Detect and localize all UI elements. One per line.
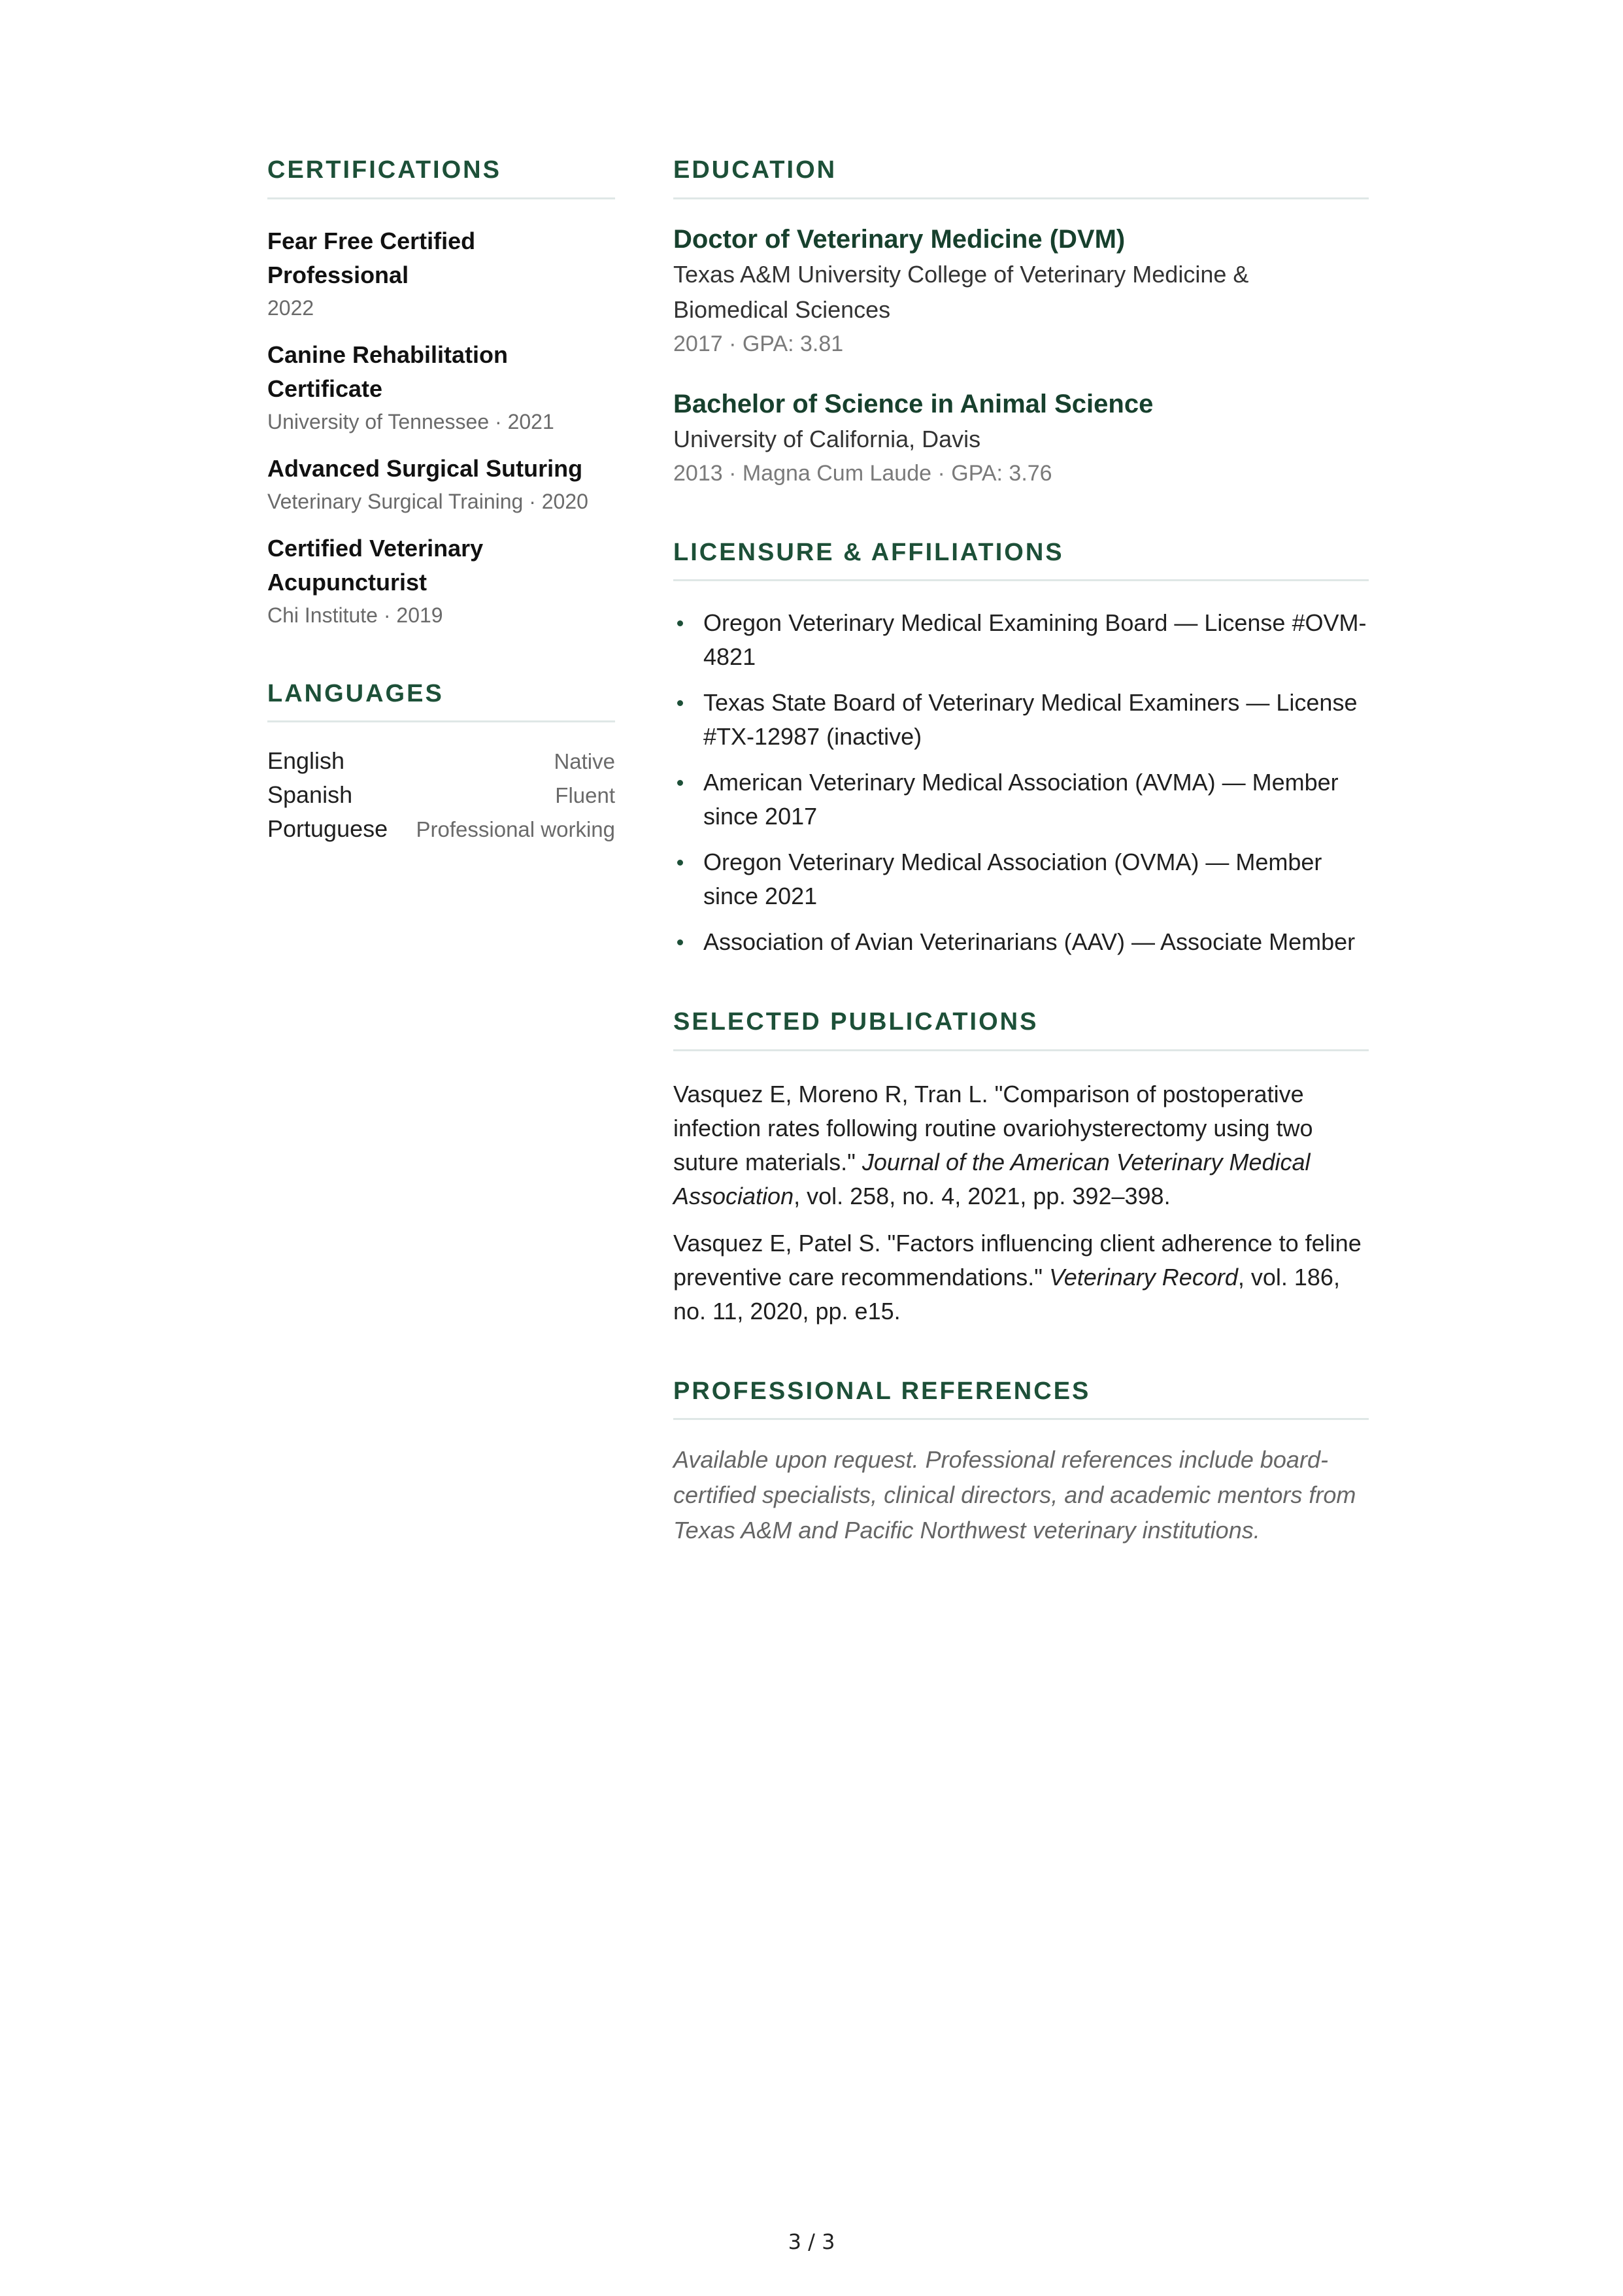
publication-journal: Journal of the American Veterinary Medical Association bbox=[673, 1148, 1311, 1209]
language-name: English bbox=[267, 747, 345, 775]
publications-list bbox=[673, 1077, 1369, 1328]
language-level: Fluent bbox=[555, 783, 615, 808]
language-row bbox=[267, 747, 615, 781]
certification-name: Certified Veterinary Acupuncturist bbox=[267, 534, 484, 596]
licensure-section bbox=[673, 538, 1369, 960]
certification-meta: Veterinary Surgical Training · 2020 bbox=[267, 489, 588, 513]
publication-journal: Veterinary Record bbox=[1049, 1263, 1238, 1291]
education-list bbox=[673, 222, 1369, 490]
publication-citation: Vasquez E, Patel S. "Factors influencing client adherence to feline preventive care recommendations." bbox=[673, 1229, 1362, 1291]
language-level: Professional working bbox=[416, 817, 615, 842]
references-text: Available upon request. Professional references include board-certified specialists, clinical directors, and academic mentors from Texas A&M and Pacific Northwest veterinary institutions. bbox=[673, 1446, 1356, 1544]
certifications-section bbox=[267, 156, 615, 631]
publication-citation: Vasquez E, Moreno R, Tran L. "Comparison of postoperative infection rates following routine ovariohysterectomy using two suture materials." bbox=[673, 1080, 1313, 1175]
publications-section bbox=[673, 1007, 1369, 1328]
publication-details: , vol. 258, no. 4, 2021, pp. 392–398. bbox=[794, 1182, 1171, 1209]
licensure-item bbox=[673, 925, 1369, 959]
language-name: Spanish bbox=[267, 781, 353, 809]
education-school: University of California, Davis bbox=[673, 425, 981, 452]
publication-item bbox=[673, 1226, 1369, 1328]
licensure-text: Association of Avian Veterinarians (AAV) — Associate Member bbox=[703, 928, 1356, 956]
licensure-text: American Veterinary Medical Association (AVMA) — Member since 2017 bbox=[703, 769, 1339, 830]
languages-heading: LANGUAGES bbox=[267, 679, 615, 723]
licensure-item bbox=[673, 606, 1369, 674]
licensure-heading: LICENSURE & AFFILIATIONS bbox=[673, 538, 1369, 582]
bullet-icon bbox=[677, 860, 683, 866]
bullet-icon bbox=[677, 620, 683, 626]
education-item bbox=[673, 222, 1369, 360]
bullet-icon bbox=[677, 700, 683, 706]
licensure-item bbox=[673, 845, 1369, 913]
certification-meta: Chi Institute · 2019 bbox=[267, 603, 443, 627]
left-column bbox=[267, 156, 615, 898]
certification-name: Advanced Surgical Suturing bbox=[267, 454, 583, 482]
certification-item bbox=[267, 452, 615, 517]
certification-item bbox=[267, 532, 615, 631]
languages-section bbox=[267, 679, 615, 850]
certification-item bbox=[267, 338, 615, 437]
language-row bbox=[267, 781, 615, 815]
language-row bbox=[267, 815, 615, 849]
page-number: 3 / 3 bbox=[788, 2229, 835, 2254]
references-section bbox=[673, 1377, 1369, 1549]
certifications-heading: CERTIFICATIONS bbox=[267, 156, 615, 199]
languages-list bbox=[267, 747, 615, 849]
licensure-item bbox=[673, 766, 1369, 834]
education-meta: 2017 · GPA: 3.81 bbox=[673, 331, 844, 356]
education-heading: EDUCATION bbox=[673, 156, 1369, 199]
language-level: Native bbox=[554, 749, 615, 774]
education-degree: Bachelor of Science in Animal Science bbox=[673, 389, 1154, 418]
publication-details: , vol. 186, no. 11, 2020, pp. e15. bbox=[673, 1263, 1340, 1325]
certification-item bbox=[267, 224, 615, 324]
education-item bbox=[673, 386, 1369, 490]
publication-item bbox=[673, 1077, 1369, 1213]
certification-meta: University of Tennessee · 2021 bbox=[267, 409, 554, 433]
licensure-item bbox=[673, 686, 1369, 754]
certification-name: Fear Free Certified Professional bbox=[267, 227, 476, 288]
licensure-text: Texas State Board of Veterinary Medical Examiners — License #TX-12987 (inactive) bbox=[703, 689, 1358, 751]
publications-heading: SELECTED PUBLICATIONS bbox=[673, 1007, 1369, 1051]
bullet-icon bbox=[677, 780, 683, 786]
licensure-text: Oregon Veterinary Medical Association (OVMA) — Member since 2021 bbox=[703, 849, 1322, 910]
education-section bbox=[673, 156, 1369, 490]
bullet-icon bbox=[677, 939, 683, 945]
education-school: Texas A&M University College of Veterinary Medicine & Biomedical Sciences bbox=[673, 260, 1249, 323]
right-column bbox=[673, 156, 1369, 1596]
education-degree: Doctor of Veterinary Medicine (DVM) bbox=[673, 224, 1126, 254]
licensure-list bbox=[673, 606, 1369, 959]
licensure-text: Oregon Veterinary Medical Examining Board — License #OVM-4821 bbox=[703, 609, 1367, 671]
education-meta: 2013 · Magna Cum Laude · GPA: 3.76 bbox=[673, 460, 1052, 486]
language-name: Portuguese bbox=[267, 815, 388, 843]
certification-name: Canine Rehabilitation Certificate bbox=[267, 341, 509, 402]
references-heading: PROFESSIONAL REFERENCES bbox=[673, 1377, 1369, 1421]
certification-meta: 2022 bbox=[267, 295, 314, 320]
certifications-list bbox=[267, 224, 615, 631]
